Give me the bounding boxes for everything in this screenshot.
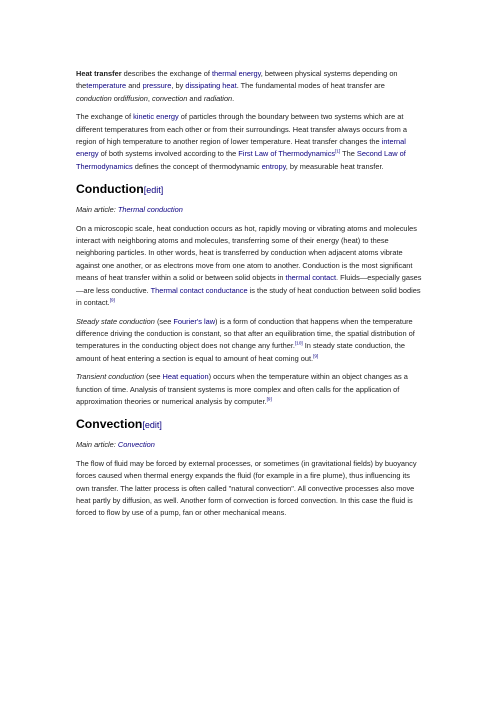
term-heat-transfer: Heat transfer — [76, 69, 122, 78]
link-pressure[interactable]: pressure — [142, 81, 172, 91]
convection-paragraph-1: The flow of fluid may be forced by external processes, or sometimes (in gravitational fields) by buoyancy forces caused when thermal energy expands the fluid (for example in a fire plume), thus influencing its own transfer. The latter process is often called "natural convection". All convective processes also move heat partly by diffusion, as well. Another form of convection is forced convection. In this case the fluid is forced to flow by use of a pump, fan or other mechanical means. — [76, 458, 417, 518]
link-fouriers-law[interactable]: Fourier's law — [173, 316, 216, 326]
intro-paragraph-1: Heat transfer describes the exchange of thermal energy, between physical systems depending on thetemperature and pressure, by dissipating heat. The fundamental modes of heat transfer are conduction ordiffusion, convection and radiation. — [76, 69, 398, 103]
link-thermal-energy[interactable]: thermal energy — [211, 69, 261, 78]
link-heat-equation[interactable]: Heat equation — [162, 372, 209, 382]
conduction-paragraph-2: Steady state conduction (see Fourier's law) is a form of conduction that happens when the temperature difference driving the conduction is constant, so that after an equilibration time, the spatial distribution of temperatures in the conducting object does not change any further.[10] In steady state conduction, the amount of heat entering a section is equal to amount of heat coming out.[9] — [76, 316, 415, 363]
edit-link-conduction[interactable]: [edit] — [143, 185, 164, 196]
heading-conduction: Conduction[edit] — [76, 182, 164, 197]
article-body — [76, 68, 422, 526]
ref-9[interactable]: [9] — [313, 353, 319, 359]
link-first-law[interactable]: First Law of Thermodynamics — [238, 149, 336, 159]
ref-9[interactable]: [9] — [266, 396, 272, 402]
ref-1[interactable]: [1] — [335, 148, 341, 154]
link-thermal-conduction[interactable]: Thermal conduction — [117, 205, 183, 215]
link-temperature[interactable]: temperature — [86, 81, 127, 91]
link-internal-energy[interactable]: internal energy — [76, 137, 406, 159]
link-dissipating-heat[interactable]: dissipating heat — [185, 81, 237, 91]
link-convection[interactable]: Convection — [117, 440, 155, 450]
heading-convection: Convection[edit] — [76, 417, 162, 432]
link-thermal-contact[interactable]: thermal contact — [285, 273, 337, 283]
link-second-law[interactable]: Second Law of Thermodynamics — [76, 149, 406, 171]
conduction-paragraph-1: On a microscopic scale, heat conduction occurs as hot, rapidly moving or vibrating atoms and molecules interact with neighboring atoms and molecules, transferring some of their energy (heat) to these neighboring particles. In other words, heat is transferred by conduction when adjacent atoms vibrate against one another, or as electrons move from one atom to another. Conduction is the most significant means of heat transfer within a solid or between solid objects in thermal contact. Fluids—especially gases—are less conductive. Thermal contact conductance is the study of heat conduction between solid bodies in contact.[9] — [76, 223, 422, 308]
hatnote-conduction: Main article: Thermal conduction — [76, 205, 183, 215]
ref-10[interactable]: [10] — [295, 340, 303, 346]
link-kinetic-energy[interactable]: kinetic energy — [133, 112, 179, 122]
hatnote-convection: Main article: Convection — [76, 440, 155, 450]
edit-link-convection[interactable]: [edit] — [142, 420, 162, 431]
conduction-paragraph-3: Transient conduction (see Heat equation) occurs when the temperature within an object changes as a function of time. Analysis of transient systems is more complex and often calls for the application of approximation theories or numerical analysis by computer.[9] — [76, 372, 408, 406]
intro-paragraph-2: The exchange of kinetic energy of particles through the boundary between two systems which are at different temperatures from each other or from their surroundings. Heat transfer always occurs from a region of high temperature to another region of lower temperature. Heat transfer changes the internal energy of both systems involved according to the First Law of Thermodynamics[1] The Second Law of Thermodynamics defines the concept of thermodynamic entropy, by measurable heat transfer. — [76, 112, 407, 171]
link-entropy[interactable]: entropy — [261, 161, 286, 171]
link-thermal-contact-conductance[interactable]: Thermal contact conductance — [150, 285, 248, 295]
ref-9[interactable]: [9] — [109, 297, 115, 303]
